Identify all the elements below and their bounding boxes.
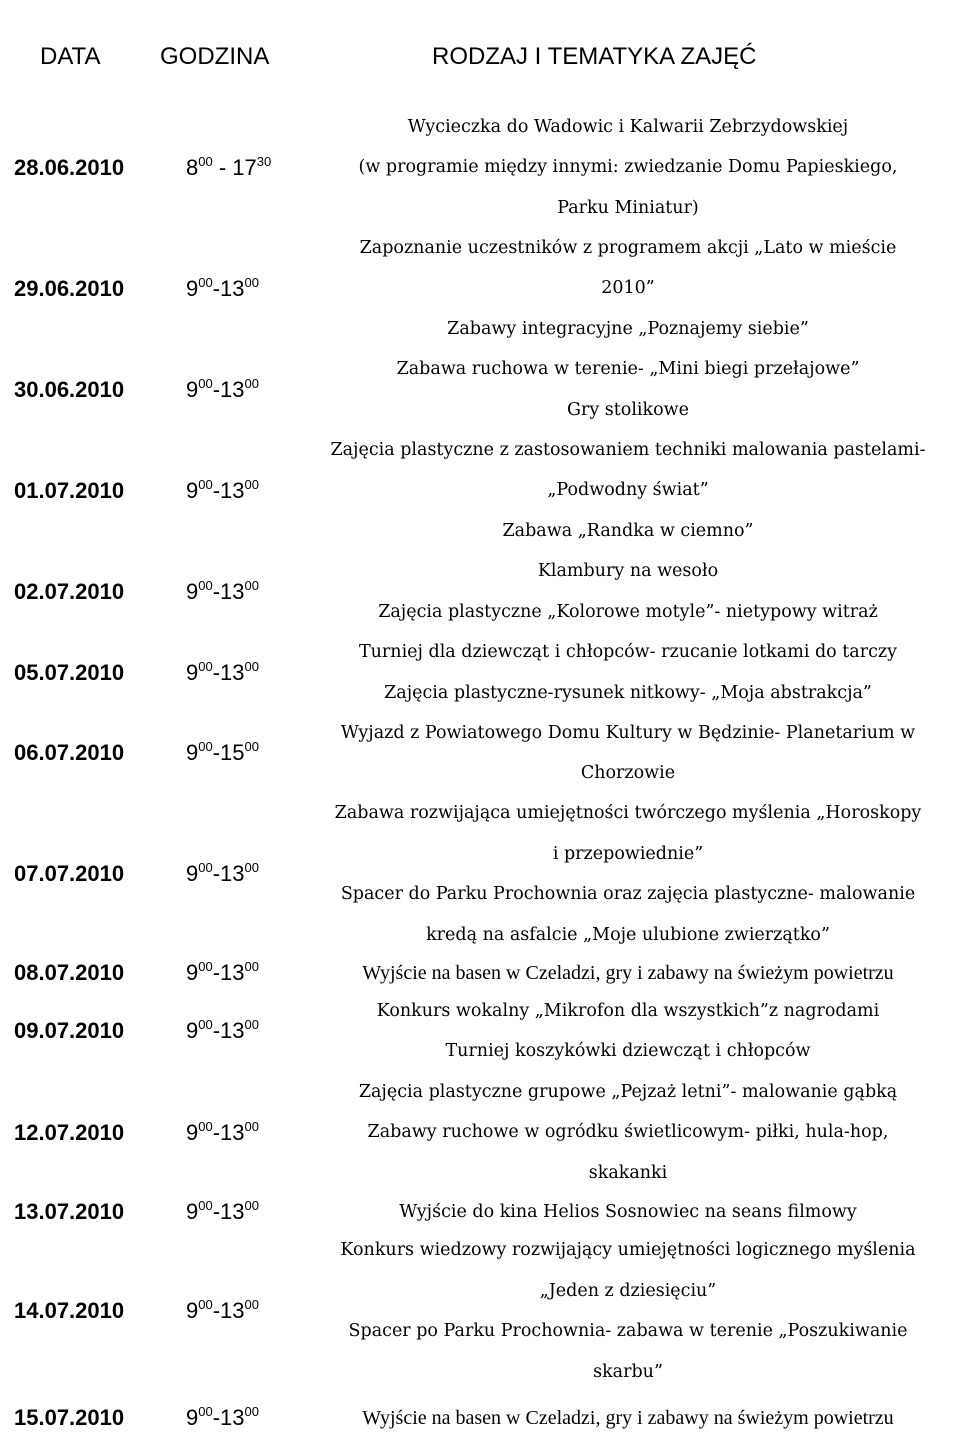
time-end-h: 13: [220, 1199, 245, 1224]
topic-line: Spacer po Parku Prochownia- zabawa w terenie „Poszukiwanie: [348, 1321, 908, 1341]
row-date: 08.07.2010: [14, 960, 125, 985]
topic-line: Zajęcia plastyczne-rysunek nitkowy- „Moja abstrakcja”: [384, 682, 872, 703]
time-start-h: 9: [186, 659, 199, 685]
row-time: [186, 1298, 259, 1324]
time-end-m: 00: [244, 1198, 259, 1213]
topic-line: Zapoznanie uczestników z programem akcji „Lato w mieście: [359, 237, 897, 258]
table-row: [0, 1194, 960, 1230]
time-start-h: 8: [186, 154, 199, 180]
row-time: [186, 1018, 259, 1044]
time-start-m: 00: [198, 959, 213, 974]
table-row: [0, 349, 960, 430]
time-sep: -: [212, 154, 233, 180]
time-start-m: 00: [198, 658, 213, 674]
topic-line: Zabawy ruchowe w ogródku świetlicowym- piłki, hula-hop,: [367, 1122, 889, 1143]
row-topic: [296, 632, 960, 713]
time-sep: -: [212, 659, 221, 685]
topic-line: Konkurs wokalny „Mikrofon dla wszystkich”z nagrodami: [376, 1000, 880, 1021]
topic-line: kredą na asfalcie „Moje ulubione zwierzątko”: [426, 924, 830, 945]
time-end-h: 13: [220, 578, 245, 604]
table-row: [0, 430, 960, 551]
time-start-h: 9: [186, 1119, 199, 1145]
time-start-h: 9: [186, 477, 199, 503]
header-time: GODZINA: [160, 43, 270, 70]
topic-line: Gry stolikowe: [566, 399, 689, 420]
topic-line: Zabawa rozwijająca umiejętności twórczego myślenia „Horoskopy: [334, 803, 922, 823]
topic-line: Wycieczka do Wadowic i Kalwarii Zebrzydowskiej: [407, 116, 849, 137]
row-time: [186, 377, 259, 403]
time-end-h: 17: [232, 154, 257, 180]
time-start-h: 9: [186, 275, 199, 301]
table-row: [0, 793, 960, 955]
topic-line: Zajęcia plastyczne grupowe „Pejzaż letni”- malowanie gąbką: [358, 1081, 898, 1102]
time-sep: -: [212, 1405, 221, 1430]
topic-line: Turniej koszykówki dziewcząt i chłopców: [445, 1041, 811, 1061]
topic-line: Wyjazd z Powiatowego Domu Kultury w Będzinie- Planetarium w: [340, 722, 916, 743]
row-time: [186, 1199, 259, 1225]
time-start-m: 00: [198, 1118, 213, 1134]
topic-line: Zabawa ruchowa w terenie- „Mini biegi przełajowe”: [396, 359, 860, 379]
time-sep: -: [212, 740, 221, 765]
time-end-h: 15: [220, 740, 245, 765]
topic-line: skakanki: [588, 1162, 668, 1183]
time-end-h: 13: [220, 960, 245, 985]
topic-line: Zabawa „Randka w ciemno”: [502, 520, 754, 541]
topic-line: i przepowiednie”: [552, 843, 704, 864]
row-date: 14.07.2010: [14, 1298, 125, 1323]
time-start-m: 00: [198, 274, 213, 290]
row-topic: [296, 991, 960, 1071]
row-topic: [296, 228, 960, 349]
row-topic: [296, 793, 960, 955]
time-start-m: 00: [198, 476, 213, 492]
time-start-m: 00: [198, 153, 213, 169]
topic-line: Wyjście do kina Helios Sosnowiec na seans filmowy: [399, 1202, 857, 1222]
time-end-m: 00: [244, 274, 259, 290]
time-start-h: 9: [186, 578, 199, 604]
time-end-m: 00: [244, 739, 259, 754]
row-date: 01.07.2010: [14, 477, 125, 503]
row-topic: [296, 349, 960, 430]
row-topic: [296, 430, 960, 551]
time-start-h: 9: [186, 1018, 199, 1043]
time-start-m: 00: [198, 1297, 213, 1312]
time-end-m: 00: [244, 375, 259, 391]
time-end-m: 00: [244, 577, 259, 593]
row-topic: [296, 551, 960, 632]
time-end-h: 13: [220, 1298, 245, 1323]
topic-line: skarbu”: [593, 1361, 663, 1382]
time-start-h: 9: [186, 861, 199, 886]
row-topic: [296, 1230, 960, 1392]
row-time: [186, 1120, 259, 1146]
table-row: [0, 1230, 960, 1392]
time-sep: -: [212, 376, 221, 402]
row-date: 06.07.2010: [14, 740, 125, 765]
table-row: [0, 1071, 960, 1194]
topic-line: Zabawy integracyjne „Poznajemy siebie”: [447, 318, 809, 339]
row-date: 15.07.2010: [14, 1405, 125, 1430]
row-topic: [296, 1071, 960, 1194]
topic-line: Spacer do Parku Prochownia oraz zajęcia plastyczne- malowanie: [340, 884, 916, 904]
time-sep: -: [212, 477, 221, 503]
header-topic: RODZAJ I TEMATYKA ZAJĘĆ: [432, 43, 757, 70]
time-end-m: 00: [244, 959, 259, 974]
time-sep: -: [212, 1018, 221, 1043]
topic-line: Chorzowie: [580, 763, 676, 783]
time-start-h: 9: [186, 1199, 199, 1224]
time-sep: -: [212, 1199, 221, 1224]
row-time: [186, 861, 259, 887]
row-time: [186, 276, 259, 302]
time-sep: -: [212, 1119, 221, 1145]
time-end-h: 13: [220, 861, 245, 886]
topic-line: Klambury na wesoło: [537, 561, 719, 581]
topic-line: „Jeden z dziesięciu”: [539, 1280, 717, 1301]
row-date: 29.06.2010: [14, 275, 125, 301]
topic-line: Konkurs wiedzowy rozwijający umiejętności logicznego myślenia: [340, 1240, 916, 1260]
row-date: 12.07.2010: [14, 1119, 125, 1145]
topic-line: 2010”: [601, 278, 655, 299]
row-date: 30.06.2010: [14, 376, 125, 402]
row-topic: [296, 1194, 960, 1230]
table-row: [0, 632, 960, 713]
row-time: [186, 740, 259, 766]
topic-line: (w programie między innymi: zwiedzanie Domu Papieskiego,: [358, 157, 898, 178]
table-row: [0, 1392, 960, 1444]
time-sep: -: [212, 1298, 221, 1323]
time-end-m: 00: [244, 860, 259, 875]
table-row: [0, 991, 960, 1071]
topic-line: Wyjście na basen w Czeladzi, gry i zabawy na świeżym powietrzu: [362, 962, 894, 984]
time-start-m: 00: [198, 375, 213, 391]
table-row: [0, 713, 960, 793]
time-start-h: 9: [186, 376, 199, 402]
row-date: 13.07.2010: [14, 1199, 125, 1224]
time-start-h: 9: [186, 1298, 199, 1323]
row-date: 07.07.2010: [14, 861, 125, 886]
time-sep: -: [212, 578, 221, 604]
row-time: [186, 478, 259, 504]
row-date: 05.07.2010: [14, 659, 125, 685]
row-date: 02.07.2010: [14, 578, 125, 604]
row-topic: [296, 955, 960, 991]
time-start-m: 00: [198, 1198, 213, 1213]
topic-line: Zajęcia plastyczne z zastosowaniem techniki malowania pastelami-: [330, 439, 926, 460]
time-start-m: 00: [198, 860, 213, 875]
time-end-h: 13: [220, 659, 245, 685]
table-header: [0, 0, 960, 107]
row-time: [186, 660, 259, 686]
row-topic: [296, 1392, 960, 1444]
time-sep: -: [212, 861, 221, 886]
time-end-h: 13: [220, 376, 245, 402]
time-end-h: 13: [220, 1119, 245, 1145]
time-end-m: 30: [256, 153, 272, 169]
table-row: [0, 551, 960, 632]
time-end-m: 00: [244, 1017, 259, 1032]
topic-line: Wyjście na basen w Czeladzi, gry i zabawy na świeżym powietrzu: [362, 1407, 894, 1429]
header-date: DATA: [40, 43, 101, 70]
time-end-h: 13: [220, 275, 245, 301]
row-time: [186, 960, 259, 986]
time-sep: -: [212, 275, 221, 301]
time-end-h: 13: [220, 477, 245, 503]
table-row: [0, 228, 960, 349]
time-start-m: 00: [198, 577, 213, 593]
time-end-h: 13: [220, 1405, 245, 1430]
time-end-m: 00: [244, 476, 259, 492]
row-time: [186, 1405, 259, 1431]
table-row: [0, 107, 960, 228]
time-start-h: 9: [186, 960, 199, 985]
topic-line: „Podwodny świat”: [547, 480, 709, 501]
time-start-m: 00: [198, 739, 213, 754]
table-row: [0, 955, 960, 991]
row-time: [186, 579, 259, 605]
time-sep: -: [212, 960, 221, 985]
time-end-m: 00: [244, 1297, 259, 1312]
time-end-m: 00: [244, 1404, 259, 1419]
time-end-m: 00: [244, 1118, 259, 1134]
time-start-m: 00: [198, 1404, 213, 1419]
time-start-h: 9: [186, 1405, 199, 1430]
topic-line: Parku Miniatur): [557, 197, 699, 218]
topic-line: Zajęcia plastyczne „Kolorowe motyle”- nietypowy witraż: [378, 601, 878, 622]
row-topic: [296, 107, 960, 228]
time-end-h: 13: [220, 1018, 245, 1043]
time-start-m: 00: [198, 1017, 213, 1032]
row-time: [186, 155, 271, 181]
row-date: 28.06.2010: [14, 154, 125, 180]
topic-line: Turniej dla dziewcząt i chłopców- rzucanie lotkami do tarczy: [358, 642, 898, 662]
row-topic: [296, 713, 960, 793]
time-end-m: 00: [244, 658, 259, 674]
row-date: 09.07.2010: [14, 1018, 125, 1043]
time-start-h: 9: [186, 740, 199, 765]
